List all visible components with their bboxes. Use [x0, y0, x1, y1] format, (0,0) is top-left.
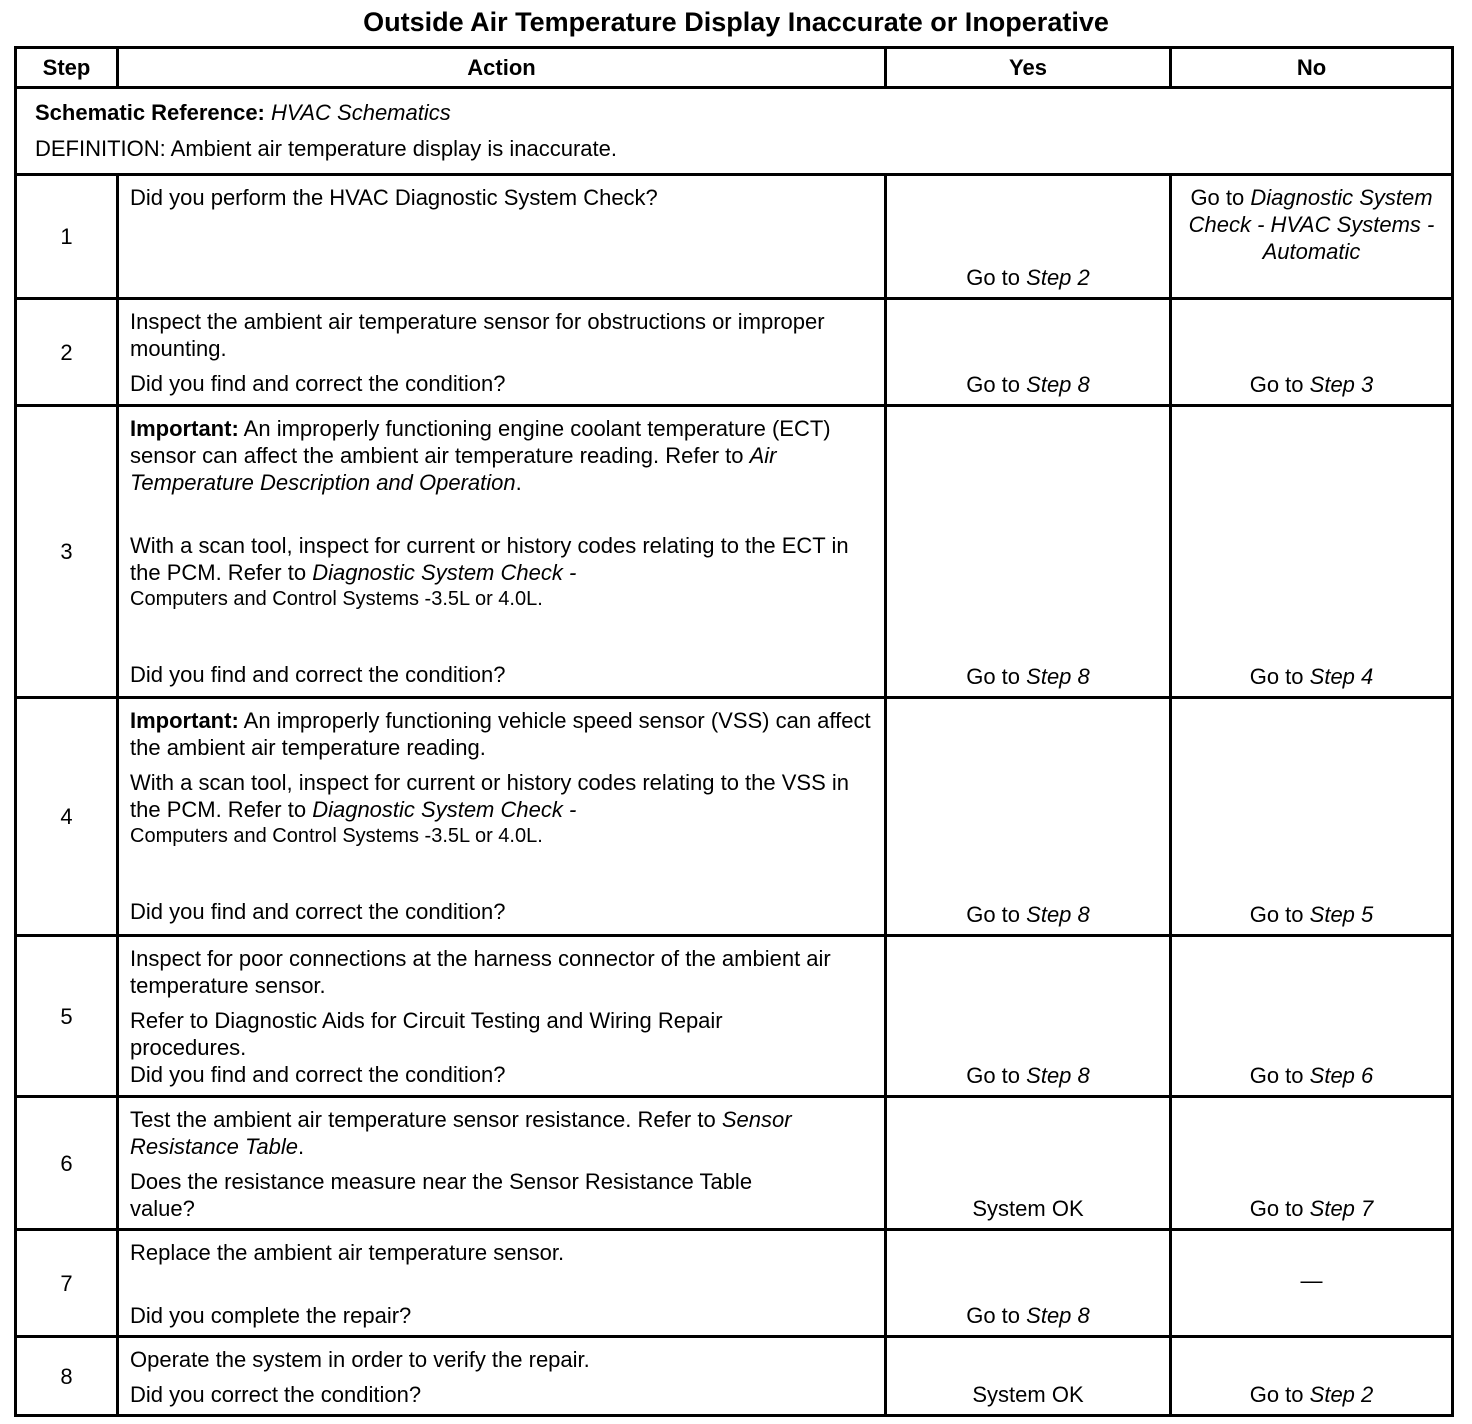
yes-link[interactable]: Step 8: [1026, 664, 1090, 689]
yes-link[interactable]: Step 8: [1026, 372, 1090, 397]
step-action: [118, 936, 886, 1097]
step-number: 5: [16, 936, 118, 1097]
question: Does the resistance measure near the Sensor Resistance Table value?: [130, 1169, 753, 1221]
yes-cell: [886, 1230, 1171, 1337]
scan-link[interactable]: Diagnostic System Check -: [312, 797, 577, 822]
table-row: [16, 1230, 1453, 1337]
table-row: [16, 299, 1453, 406]
step-number: 8: [16, 1337, 118, 1416]
yes-cell: [886, 175, 1171, 299]
step-number: 2: [16, 299, 118, 406]
no-cell: [1171, 406, 1453, 698]
no-link[interactable]: Diagnostic System Check - HVAC Systems - Automatic: [1188, 185, 1435, 264]
important-note: Important: An improperly functioning engine coolant temperature (ECT) sensor can affect the ambient air temperature reading. Refer to Air Temperature Description and Operation.: [130, 416, 831, 495]
instruction: Test the ambient air temperature sensor resistance. Refer to Sensor Resistance Table.: [130, 1107, 792, 1159]
question: Did you correct the condition?: [130, 1382, 422, 1407]
no-cell: [1171, 698, 1453, 936]
yes-cell: [886, 936, 1171, 1097]
schematic-link[interactable]: HVAC Schematics: [271, 100, 451, 125]
yes-link[interactable]: Step 8: [1026, 1063, 1090, 1088]
resistance-table-link[interactable]: Sensor Resistance Table: [130, 1107, 792, 1159]
no-link[interactable]: Step 5: [1309, 902, 1374, 927]
yes-cell: [886, 406, 1171, 698]
question: Did you find and correct the condition?: [130, 899, 506, 924]
page-title: Outside Air Temperature Display Inaccurate or Inoperative: [363, 7, 1109, 37]
table-row: [16, 1337, 1453, 1416]
step-action: [118, 175, 886, 299]
instruction: Operate the system in order to verify the repair.: [130, 1347, 590, 1372]
no-link[interactable]: Step 2: [1309, 1382, 1374, 1407]
step-action: [118, 698, 886, 936]
step-action: [118, 1097, 886, 1230]
yes-prefix: Go to: [966, 1063, 1021, 1088]
yes-cell: System OK: [886, 1097, 1171, 1230]
question: Did you find and correct the condition?: [130, 371, 506, 396]
scan-instruction: With a scan tool, inspect for current or history codes relating to the VSS in the PCM. Refer to Diagnostic System Check -: [130, 770, 850, 822]
no-prefix: Go to: [1249, 1382, 1304, 1407]
important-label: Important:: [130, 416, 239, 441]
important-link[interactable]: Air Temperature Description and Operation: [130, 443, 777, 495]
step-number: 1: [16, 175, 118, 299]
yes-prefix: Go to: [966, 902, 1021, 927]
header-row: [16, 48, 1453, 88]
step-number: 7: [16, 1230, 118, 1337]
header-action: Action: [118, 48, 886, 88]
question: Did you find and correct the condition?: [130, 662, 506, 687]
no-prefix: Go to: [1249, 664, 1304, 689]
header-no: No: [1171, 48, 1453, 88]
schematic-label: Schematic Reference:: [35, 100, 265, 125]
important-note: Important: An improperly functioning vehicle speed sensor (VSS) can affect the ambient air temperature reading.: [130, 708, 871, 760]
definition: DEFINITION: Ambient air temperature display is inaccurate.: [35, 136, 617, 161]
yes-prefix: Go to: [966, 265, 1021, 290]
yes-cell: [886, 698, 1171, 936]
scan-link[interactable]: Diagnostic System Check -: [312, 560, 577, 585]
no-link[interactable]: Step 6: [1309, 1063, 1374, 1088]
yes-link[interactable]: Step 8: [1026, 902, 1090, 927]
diagnostic-table: [14, 46, 1454, 1417]
table-row: [16, 406, 1453, 698]
step-action: [118, 1337, 886, 1416]
question: Did you find and correct the condition?: [130, 1062, 506, 1087]
reference-row: [16, 88, 1453, 175]
instruction-refer: Refer to Diagnostic Aids for Circuit Testing and Wiring Repair procedures.: [130, 1008, 723, 1060]
no-cell: [1171, 1097, 1453, 1230]
no-prefix: Go to: [1249, 902, 1304, 927]
no-cell: [1171, 936, 1453, 1097]
reference-cell: [16, 88, 1453, 175]
yes-link[interactable]: Step 2: [1026, 265, 1090, 290]
important-label: Important:: [130, 708, 239, 733]
no-prefix: Go to: [1249, 1063, 1304, 1088]
step-number: 4: [16, 698, 118, 936]
yes-prefix: Go to: [966, 372, 1021, 397]
scan-tail: Computers and Control Systems -3.5L or 4.0L.: [130, 825, 543, 847]
scan-tail: Computers and Control Systems -3.5L or 4.0L.: [130, 588, 543, 610]
scan-instruction: With a scan tool, inspect for current or history codes relating to the ECT in the PCM. Refer to Diagnostic System Check -: [130, 533, 849, 585]
no-cell: —: [1171, 1230, 1453, 1337]
step-number: 3: [16, 406, 118, 698]
yes-prefix: Go to: [966, 1303, 1021, 1328]
no-link[interactable]: Step 7: [1309, 1196, 1374, 1221]
schematic-reference: [35, 95, 1433, 131]
instruction: Inspect for poor connections at the harness connector of the ambient air temperature sensor.: [130, 946, 831, 998]
instruction: Inspect the ambient air temperature sensor for obstructions or improper mounting.: [130, 309, 825, 361]
step-action: [118, 406, 886, 698]
step-action: [118, 1230, 886, 1337]
step-number: 6: [16, 1097, 118, 1230]
yes-link[interactable]: Step 8: [1026, 1303, 1090, 1328]
yes-prefix: Go to: [966, 664, 1021, 689]
no-prefix: Go to: [1190, 185, 1245, 210]
yes-cell: [886, 299, 1171, 406]
yes-cell: System OK: [886, 1337, 1171, 1416]
no-prefix: Go to: [1249, 372, 1304, 397]
header-yes: Yes: [886, 48, 1171, 88]
header-step: Step: [16, 48, 118, 88]
table-row: [16, 698, 1453, 936]
table-row: [16, 1097, 1453, 1230]
no-cell: [1171, 175, 1453, 299]
table-row: [16, 936, 1453, 1097]
table-row: [16, 175, 1453, 299]
no-prefix: Go to: [1249, 1196, 1304, 1221]
no-link[interactable]: Step 3: [1309, 372, 1374, 397]
no-cell: [1171, 299, 1453, 406]
instruction: Replace the ambient air temperature sensor.: [130, 1240, 565, 1265]
step-action: [118, 299, 886, 406]
no-cell: [1171, 1337, 1453, 1416]
no-link[interactable]: Step 4: [1309, 664, 1374, 689]
question: Did you perform the HVAC Diagnostic System Check?: [130, 185, 658, 210]
question: Did you complete the repair?: [130, 1303, 412, 1328]
